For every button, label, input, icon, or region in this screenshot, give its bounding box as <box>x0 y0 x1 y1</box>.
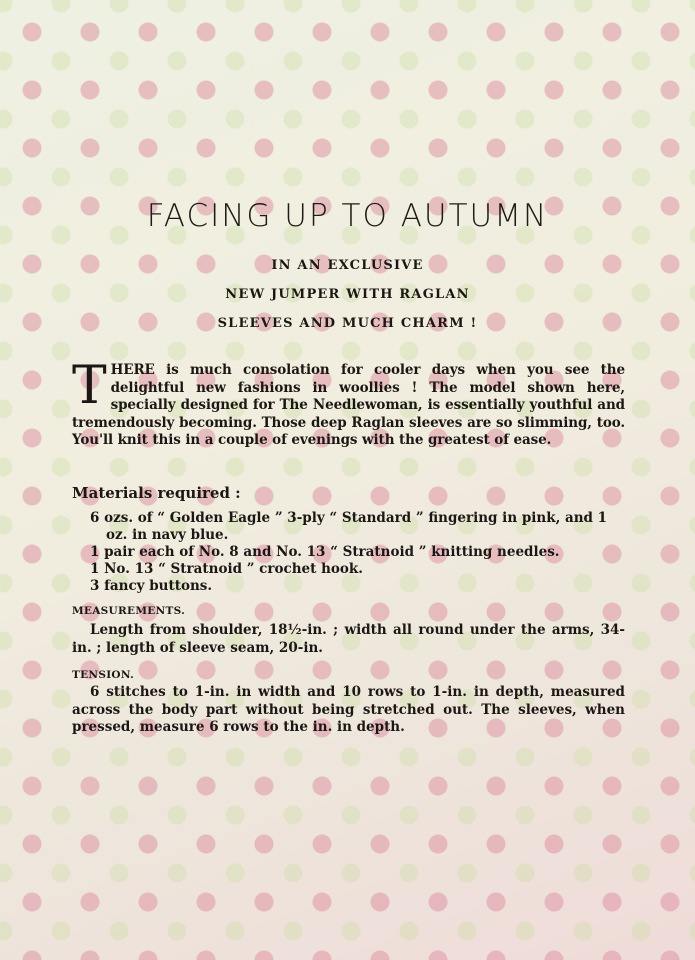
intro-paragraph <box>72 356 625 450</box>
materials-item-buttons: 3 fancy buttons. <box>90 578 213 594</box>
tension-heading: TENSION. <box>72 669 135 681</box>
subtitle-line-1: IN AN EXCLUSIVE <box>271 258 424 273</box>
article-title: FACING UP TO AUTUMN <box>146 198 549 234</box>
materials-item-crochet-hook: 1 No. 13 “ Stratnoid ” crochet hook. <box>90 561 363 577</box>
subtitle-line-2: NEW JUMPER WITH RAGLAN <box>225 287 470 302</box>
materials-item-needles: 1 pair each of No. 8 and No. 13 “ Stratnoid ” knitting needles. <box>90 544 560 560</box>
measurements-text: Length from shoulder, 18½-in. ; width all round under the arms, 34-in. ; length of sleeve seam, 20-in. <box>72 622 625 656</box>
subtitle-line-3: SLEEVES AND MUCH CHARM ! <box>217 316 478 331</box>
materials-list <box>90 510 630 595</box>
drop-cap: T <box>72 356 107 416</box>
measurements-heading: MEASUREMENTS. <box>72 605 186 617</box>
materials-heading: Materials required : <box>72 484 241 502</box>
tension-text: 6 stitches to 1-in. in width and 10 rows to 1-in. in depth, measured across the body part without being stretched out. The sleeves, when pressed, measure 6 rows to the in. in depth. <box>72 684 625 735</box>
intro-text: HERE is much consolation for cooler days when you see the delightful new fashions in woollies ! The model shown here, specially designed for The Needlewoman, is essentially youthful and tremendously becoming. Those deep Raglan sleeves are so slimming, too. You'll knit this in a couple of evenings with the greatest of ease. <box>72 362 625 448</box>
materials-item-yarn: 6 ozs. of “ Golden Eagle ” 3-ply “ Standard ” fingering in pink, and 1 oz. in navy blue. <box>90 510 608 543</box>
